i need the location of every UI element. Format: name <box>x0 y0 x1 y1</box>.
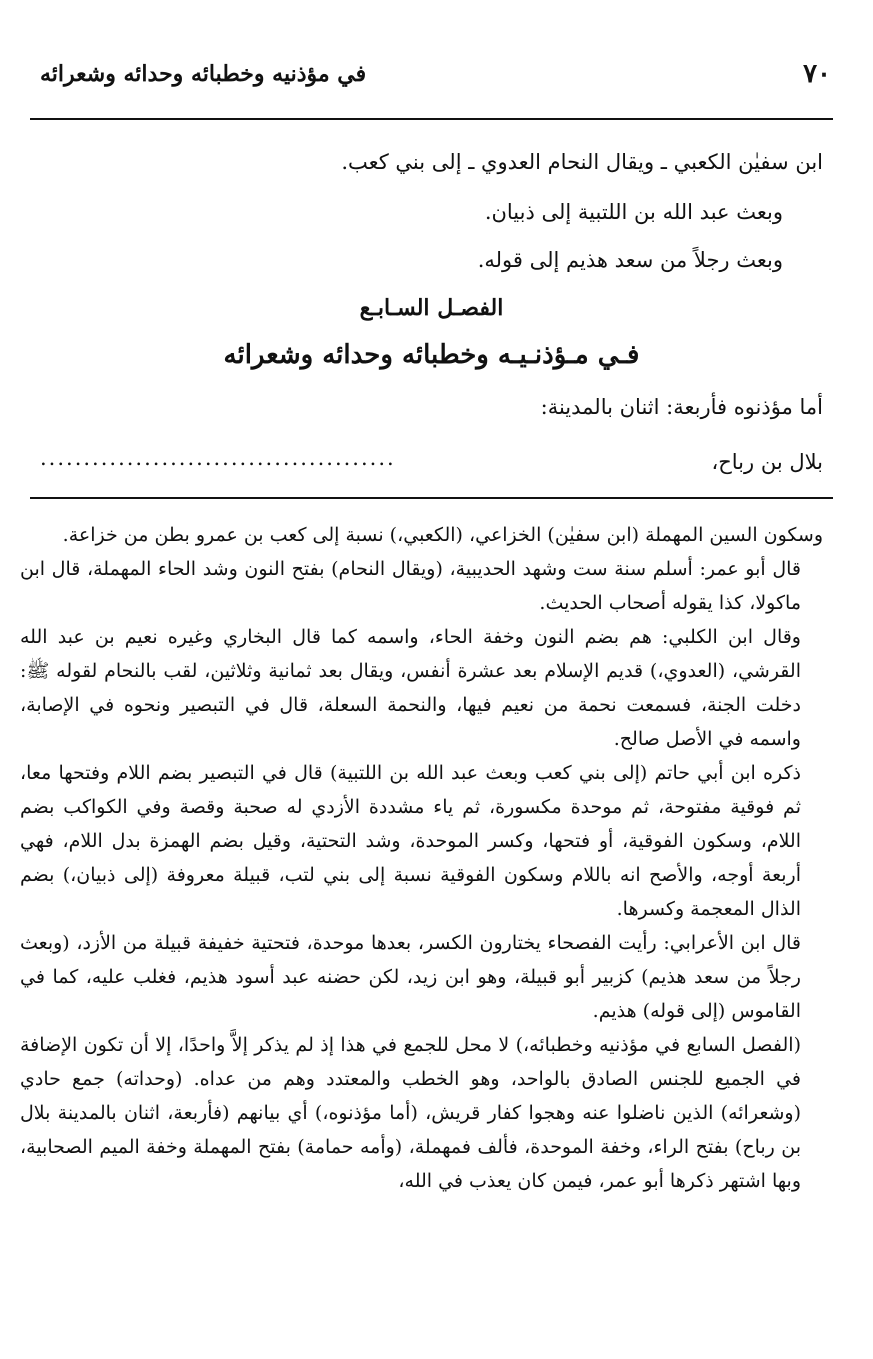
commentary-paragraph: ذكره ابن أبي حاتم (إلى بني كعب وبعث عبد الله بن اللتبية) قال في التبصير بضم اللام وفتحها معا، ثم فوقية مفتوحة، ثم موحدة مكسورة، ثم ياء مشددة الأزدي له صحبة وقصة وفي الكواكب بضم اللام، وسكون الفوقية، أو فتحها، وكسر الموحدة، وشد التحتية، وقيل بضم الهمزة بدل اللام، فهي أربعة أوجه، والأصح انه باللام وسكون الفوقية نسبة إلى بني لتب، قبيلة معروفة (إلى ذبيان،) بضم الذال المعجمة وكسرها. <box>20 762 801 920</box>
matn-line-3: وبعث رجلاً من سعد هذيم إلى قوله. <box>477 248 783 272</box>
commentary <box>20 518 823 1198</box>
running-title: في مؤذنيه وخطبائه وحدائه وشعرائه <box>40 61 367 87</box>
chapter-title: فـي مـؤذنـيـه وخطبائه وحدائه وشعرائه <box>223 340 640 370</box>
commentary-paragraph: قال أبو عمر: أسلم سنة ست وشهد الحديبية، (ويقال النحام) بفتح النون وشد الحاء المهملة، قال ابن ماكولا، كذا يقوله أصحاب الحديث. <box>20 558 801 614</box>
commentary-divider <box>30 497 833 499</box>
matn-line-5: بلال بن رباح، <box>711 450 823 474</box>
header-rule <box>30 118 833 120</box>
commentary-paragraph: وسكون السين المهملة (ابن سفيٰن) الخزاعي، (الكعبي،) نسبة إلى كعب بن عمرو بطن من خزاعة. <box>62 524 823 546</box>
commentary-paragraph: وقال ابن الكلبي: هم بضم النون وخفة الحاء، واسمه كما قال البخاري وغيره نعيم بن عبد الله القرشي، (العدوي،) قديم الإسلام بعد عشرة أنفس، ويقال بعد ثمانية وثلاثين، لقب بالنحام لقوله ﷺ: دخلت الجنة، فسمعت نحمة من نعيم فيها، والنحمة السعلة، قال في التبصير ونحوه في الإصابة، واسمه في الأصل صالح. <box>20 626 801 750</box>
commentary-paragraph: قال ابن الأعرابي: رأيت الفصحاء يختارون الكسر، بعدها موحدة، فتحتية خفيفة قبيلة من الأزد، (وبعث رجلاً من سعد هذيم) كزبير أبو قبيلة، وهو ابن زيد، لكن حضنه عبد أسود هذيم، فغلب عليه، كما في القاموس (إلى قوله) هذيم. <box>20 932 801 1022</box>
matn-line-2: وبعث عبد الله بن اللتبية إلى ذبيان. <box>484 200 783 224</box>
dotted-leader: ......................................... <box>40 446 396 470</box>
matn-line-4: أما مؤذنوه فأربعة: اثنان بالمدينة: <box>540 395 823 419</box>
page-header <box>30 55 843 100</box>
commentary-paragraph: (الفصل السابع في مؤذنيه وخطبائه،) لا محل للجمع في هذا إذ لم يذكر إلاَّ واحدًا، إلا أن تكون الإضافة في الجميع للجنس الصادق بالواحد، وهو الخطب والمعتدد وهم من عداه. (وحداته) جمع حادي (وشعرائه) الذين ناضلوا عنه وهجوا كفار قريش، (أما مؤذنوه،) أي بيانهم (فأربعة، اثنان بالمدينة بلال بن رباح) بفتح الراء، وخفة الموحدة، فألف فمهملة، (وأمه حمامة) بفتح المهملة وخفة الميم الصحابية، وبها اشتهر ذكرها أبو عمر، فيمن كان يعذب في الله، <box>20 1034 801 1192</box>
chapter-label: الفصـل السـابـع <box>359 295 504 321</box>
matn-line-1: ابن سفيٰن الكعبي ـ ويقال النحام العدوي ـ إلى بني كعب. <box>341 150 823 174</box>
page-number: ٧٠ <box>803 59 831 89</box>
